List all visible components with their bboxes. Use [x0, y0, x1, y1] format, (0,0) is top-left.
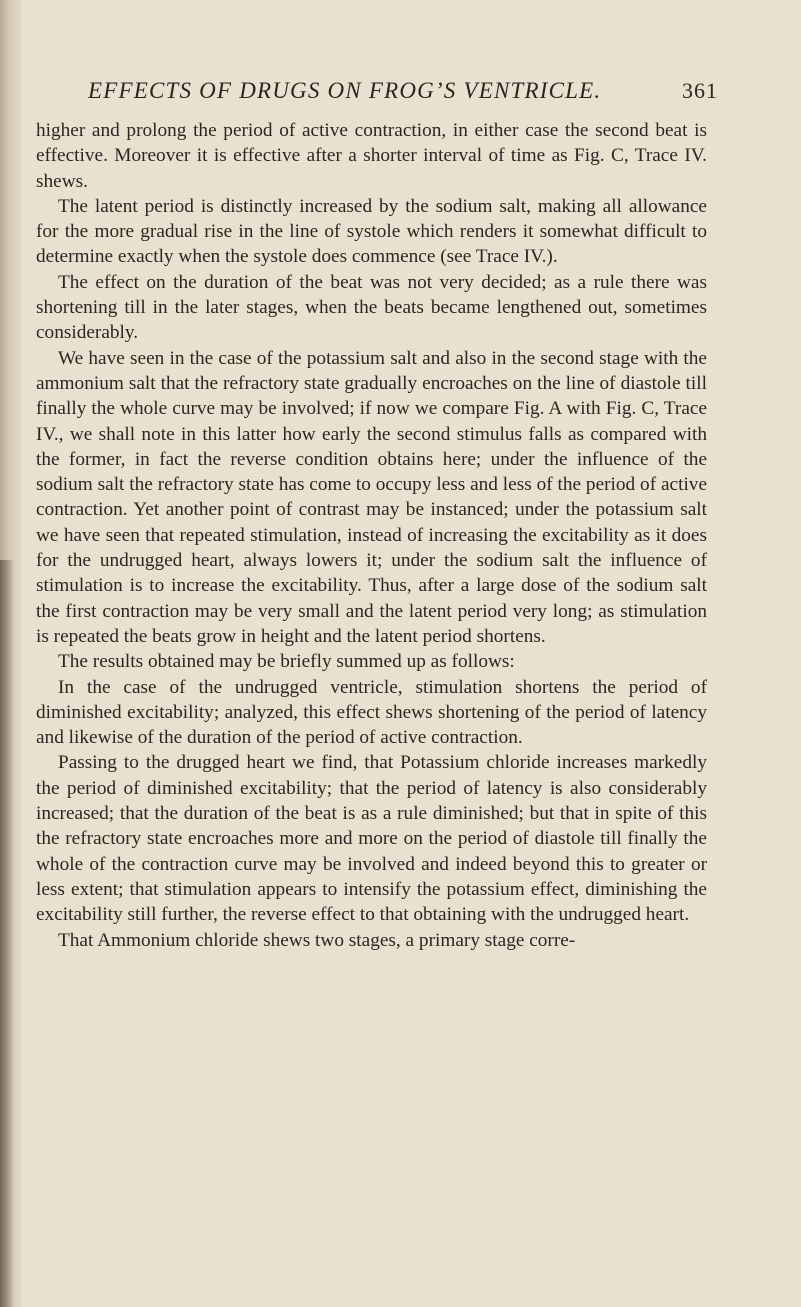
page-binding-edge: [0, 560, 14, 1307]
paragraph: The results obtained may be briefly summed up as follows:: [58, 651, 515, 673]
paragraph: In the case of the undrugged ventricle, stimulation shortens the period of diminished excitability; analyzed, this effect shews shortening of the period of latency and likewise of the duration of the period of active contraction.: [36, 676, 707, 749]
paragraph: That Ammonium chloride shews two stages, a primary stage corre-: [58, 929, 576, 951]
paragraph: The latent period is distinctly increased by the sodium salt, making all allowance for the more gradual rise in the line of systole which renders it somewhat difficult to determine exactly when the systole does commence (see Trace IV.).: [36, 195, 707, 268]
page-number: 361: [682, 78, 718, 103]
paragraph: higher and prolong the period of active contraction, in either case the second beat is effective. Moreover it is effective after a shorter interval of time as Fig. C, Trace IV. shews.: [36, 120, 707, 192]
running-title: EFFECTS OF DRUGS ON FROG’S VENTRICLE.: [88, 78, 602, 103]
paragraph: The effect on the duration of the beat was not very decided; as a rule there was shortening till in the later stages, when the beats became lengthened out, sometimes considerably.: [36, 271, 707, 344]
paragraph: Passing to the drugged heart we find, that Potassium chloride increases markedly the period of diminished excitability; that the period of latency is also considerably increased; that the duration of the beat is as a rule diminished; but that in spite of this the refractory state encroaches more and more on the period of diastole till finally the whole of the contraction curve may be involved and indeed beyond this to greater or less extent; that stimulation appears to intensify the potassium effect, diminishing the excitability still further, the reverse effect to that obtaining with the undrugged heart.: [36, 752, 707, 926]
body-text: [36, 118, 707, 953]
paragraph: We have seen in the case of the potassium salt and also in the second stage with the ammonium salt that the refractory state gradually encroaches on the line of diastole till finally the whole curve may be involved; if now we compare Fig. A with Fig. C, Trace IV., we shall note in this latter how early the second stimulus falls as compared with the former, in fact the reverse condition obtains here; under the influence of the sodium salt the refractory state has come to occupy less and less of the period of active contraction. Yet another point of contrast may be instanced; under the potassium salt we have seen that repeated stimulation, instead of increasing the excitability as it does for the undrugged heart, always lowers it; under the sodium salt the influence of stimulation is to increase the excitability. Thus, after a large dose of the sodium salt the first contraction may be very small and the latent period very long; as stimulation is repeated the beats grow in height and the latent period shortens.: [36, 347, 707, 647]
